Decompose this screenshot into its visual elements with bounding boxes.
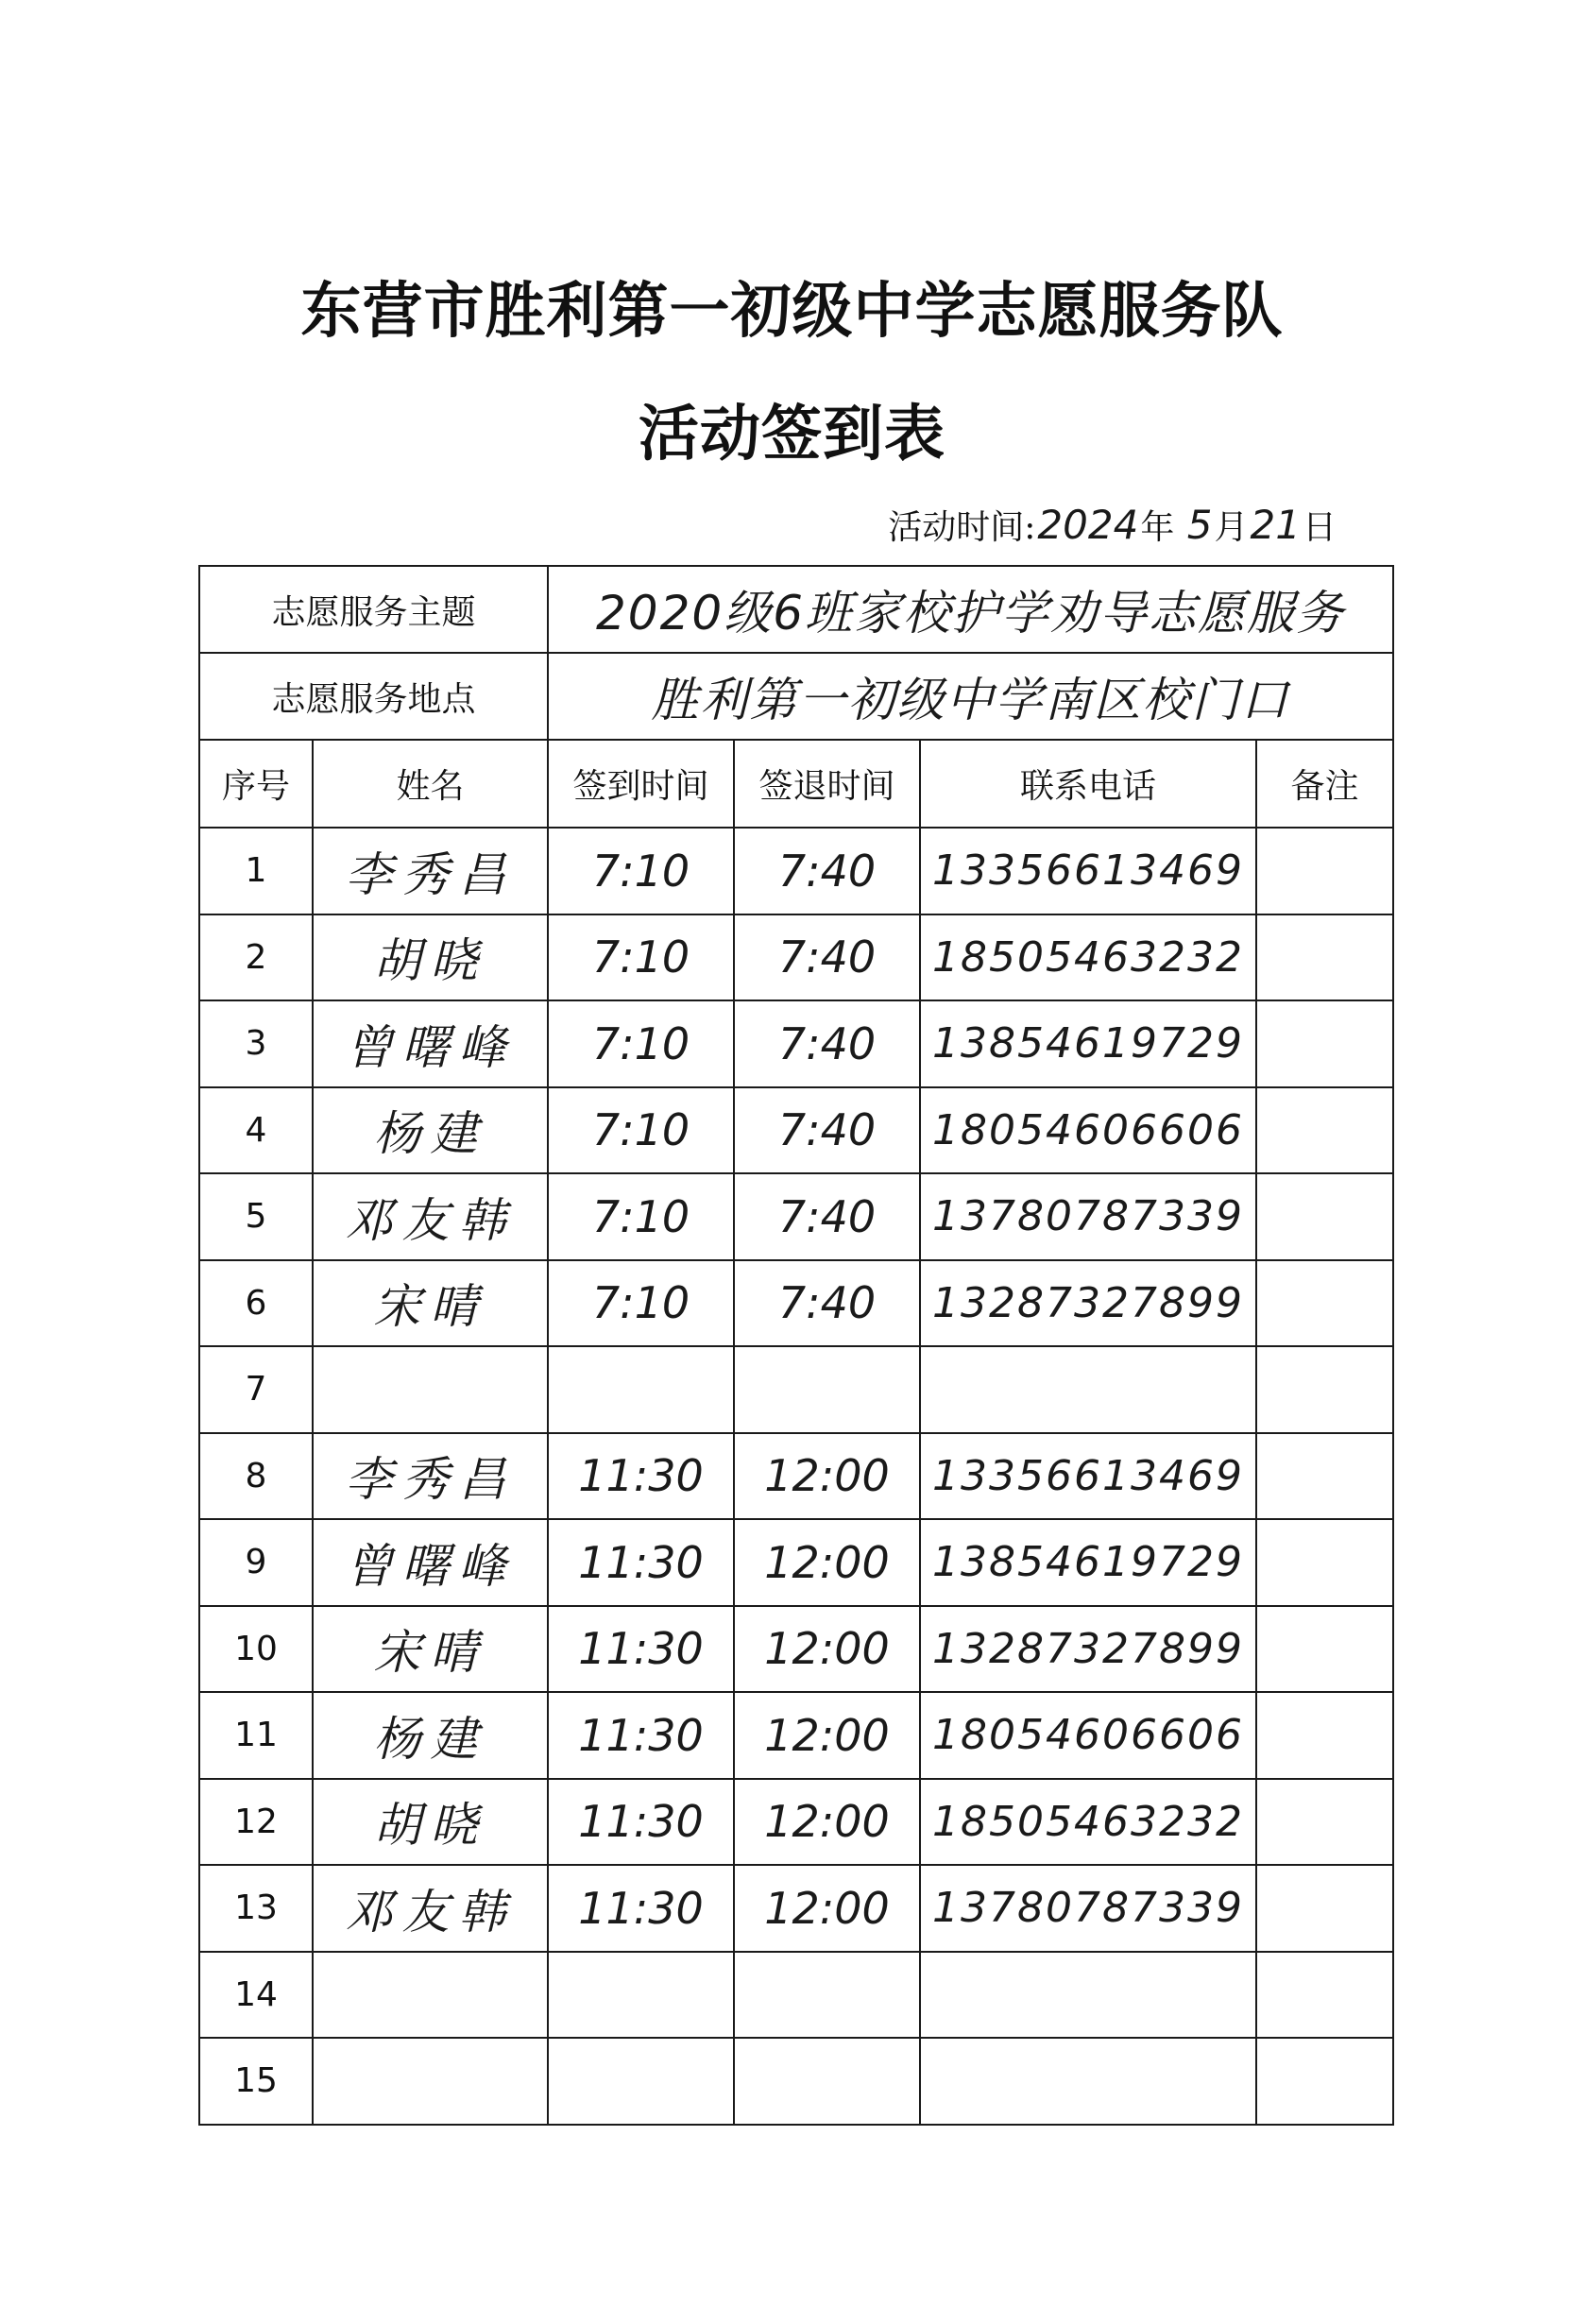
- row-remark: [1256, 1433, 1393, 1520]
- theme-value-text: 2020级6班家校护学劝导志愿服务: [595, 586, 1346, 641]
- row-remark: [1256, 1606, 1393, 1693]
- row-checkin-time-text: 7:10: [591, 1104, 690, 1156]
- row-remark: [1256, 828, 1393, 914]
- row-seq: 9: [199, 1519, 313, 1606]
- row-seq: 4: [199, 1087, 313, 1174]
- row-name: [313, 1865, 548, 1952]
- row-checkin-time: [548, 1606, 734, 1693]
- row-checkout-time-text: 7:40: [777, 1277, 877, 1329]
- row-phone-text: 13854619729: [932, 1538, 1244, 1587]
- row-name: [313, 1087, 548, 1174]
- row-phone: [920, 1606, 1256, 1693]
- row-checkin-time: [548, 914, 734, 1001]
- row-seq: 11: [199, 1692, 313, 1779]
- row-phone: [920, 1692, 1256, 1779]
- row-checkout-time: [734, 2038, 920, 2125]
- row-phone-text: 13780787339: [932, 1884, 1244, 1933]
- row-checkout-time-text: 7:40: [777, 1190, 877, 1242]
- row-phone: [920, 1173, 1256, 1260]
- row-seq: 1: [199, 828, 313, 914]
- row-phone-text: 13854619729: [932, 1019, 1244, 1068]
- row-remark: [1256, 1346, 1393, 1433]
- table-row: [199, 1952, 1393, 2039]
- row-seq: 3: [199, 1000, 313, 1087]
- row-checkin-time: [548, 2038, 734, 2125]
- row-phone: [920, 1952, 1256, 2039]
- location-value: [548, 653, 1393, 740]
- row-seq: 6: [199, 1260, 313, 1347]
- row-name-text: 曾曙峰: [345, 1019, 516, 1075]
- row-checkin-time-text: 7:10: [591, 1017, 690, 1069]
- row-name-text: 邓友韩: [345, 1884, 516, 1940]
- row-checkout-time: [734, 1000, 920, 1087]
- row-checkin-time-text: 11:30: [578, 1623, 704, 1675]
- row-checkin-time: [548, 1173, 734, 1260]
- row-name: [313, 1692, 548, 1779]
- row-checkout-time: [734, 1692, 920, 1779]
- activity-date-day: 21: [1250, 502, 1301, 548]
- row-name: [313, 1260, 548, 1347]
- row-checkout-time-text: 12:00: [764, 1623, 890, 1675]
- column-header-row: [199, 740, 1393, 828]
- table-row: [199, 828, 1393, 914]
- row-seq: 5: [199, 1173, 313, 1260]
- row-checkin-time-text: 11:30: [578, 1709, 704, 1761]
- location-value-text: 胜利第一初级中学南区校门口: [651, 673, 1290, 727]
- row-phone: [920, 914, 1256, 1001]
- row-checkin-time: [548, 1087, 734, 1174]
- row-checkout-time-text: 12:00: [764, 1796, 890, 1848]
- page-subtitle: 活动签到表: [639, 400, 945, 470]
- row-checkin-time-text: 7:10: [591, 845, 690, 897]
- row-name-text: 杨建: [373, 1106, 487, 1162]
- row-remark: [1256, 1692, 1393, 1779]
- row-seq: 8: [199, 1433, 313, 1520]
- row-checkin-time-text: 11:30: [578, 1882, 704, 1934]
- row-phone: [920, 1865, 1256, 1952]
- table-row: [199, 1779, 1393, 1866]
- row-seq: 2: [199, 914, 313, 1001]
- row-name-text: 宋晴: [373, 1625, 487, 1681]
- activity-date-day-unit: 日: [1302, 508, 1337, 547]
- row-checkin-time: [548, 1346, 734, 1433]
- row-name-text: 李秀昌: [345, 846, 516, 902]
- table-row: [199, 914, 1393, 1001]
- row-seq: 13: [199, 1865, 313, 1952]
- row-checkin-time: [548, 1952, 734, 2039]
- row-phone: [920, 1000, 1256, 1087]
- row-checkin-time: [548, 1865, 734, 1952]
- location-label: 志愿服务地点: [199, 653, 548, 740]
- row-phone-text: 13780787339: [932, 1192, 1244, 1241]
- row-phone-text: 13287327899: [932, 1624, 1244, 1673]
- row-phone: [920, 828, 1256, 914]
- table-row: [199, 1692, 1393, 1779]
- row-name-text: 邓友韩: [345, 1192, 516, 1248]
- row-seq: 14: [199, 1952, 313, 2039]
- row-remark: [1256, 1779, 1393, 1866]
- table-row: [199, 1606, 1393, 1693]
- row-checkout-time: [734, 1606, 920, 1693]
- row-name-text: 宋晴: [373, 1279, 487, 1335]
- row-checkout-time: [734, 1087, 920, 1174]
- activity-date-year: 2024: [1037, 502, 1139, 548]
- row-remark: [1256, 1519, 1393, 1606]
- row-phone-text: 18054606606: [932, 1711, 1244, 1760]
- column-header-checkin: 签到时间: [548, 740, 734, 828]
- row-checkout-time-text: 12:00: [764, 1709, 890, 1761]
- table-row: [199, 1519, 1393, 1606]
- row-checkout-time-text: 12:00: [764, 1450, 890, 1502]
- row-name: [313, 1173, 548, 1260]
- row-checkin-time-text: 11:30: [578, 1796, 704, 1848]
- row-checkout-time: [734, 1519, 920, 1606]
- table-row: [199, 1260, 1393, 1347]
- row-remark: [1256, 1260, 1393, 1347]
- row-checkout-time: [734, 1865, 920, 1952]
- activity-date: [888, 501, 1337, 549]
- row-checkin-time-text: 11:30: [578, 1450, 704, 1502]
- row-phone-text: 13356613469: [932, 1451, 1244, 1500]
- row-name: [313, 1779, 548, 1866]
- row-checkin-time-text: 7:10: [591, 931, 690, 983]
- row-checkout-time-text: 7:40: [777, 845, 877, 897]
- row-checkout-time: [734, 1779, 920, 1866]
- row-checkout-time: [734, 1260, 920, 1347]
- row-remark: [1256, 1952, 1393, 2039]
- theme-value: [548, 566, 1393, 653]
- row-checkout-time-text: 7:40: [777, 1104, 877, 1156]
- row-checkout-time: [734, 1346, 920, 1433]
- row-name-text: 杨建: [373, 1711, 487, 1767]
- theme-row: [199, 566, 1393, 653]
- page-title: 东营市胜利第一初级中学志愿服务队: [300, 277, 1284, 347]
- row-phone-text: 13287327899: [932, 1278, 1244, 1327]
- activity-date-label: 活动时间:: [888, 508, 1036, 547]
- row-seq: 15: [199, 2038, 313, 2125]
- column-header-phone: 联系电话: [920, 740, 1256, 828]
- table-row: [199, 1433, 1393, 1520]
- row-remark: [1256, 1865, 1393, 1952]
- row-phone: [920, 1779, 1256, 1866]
- row-name: [313, 1000, 548, 1087]
- row-checkout-time: [734, 1173, 920, 1260]
- row-phone: [920, 2038, 1256, 2125]
- row-name: [313, 828, 548, 914]
- row-name-text: 胡晓: [373, 933, 487, 989]
- row-remark: [1256, 914, 1393, 1001]
- row-seq: 12: [199, 1779, 313, 1866]
- row-remark: [1256, 1087, 1393, 1174]
- row-name: [313, 2038, 548, 2125]
- activity-date-year-unit: 年: [1140, 508, 1175, 547]
- row-phone-text: 13356613469: [932, 846, 1244, 896]
- row-name: [313, 1606, 548, 1693]
- column-header-checkout: 签退时间: [734, 740, 920, 828]
- row-checkout-time: [734, 828, 920, 914]
- row-checkout-time: [734, 914, 920, 1001]
- row-checkin-time-text: 7:10: [591, 1277, 690, 1329]
- column-header-remark: 备注: [1256, 740, 1393, 828]
- row-seq: 10: [199, 1606, 313, 1693]
- row-remark: [1256, 2038, 1393, 2125]
- row-checkin-time: [548, 1692, 734, 1779]
- row-checkin-time: [548, 1000, 734, 1087]
- row-checkin-time: [548, 1519, 734, 1606]
- row-name: [313, 1952, 548, 2039]
- row-name-text: 李秀昌: [345, 1452, 516, 1508]
- row-checkin-time: [548, 1433, 734, 1520]
- row-name-text: 曾曙峰: [345, 1538, 516, 1594]
- row-phone: [920, 1433, 1256, 1520]
- table-row: [199, 1865, 1393, 1952]
- table-row: [199, 1000, 1393, 1087]
- column-header-seq: 序号: [199, 740, 313, 828]
- row-name: [313, 914, 548, 1001]
- table-row: [199, 2038, 1393, 2125]
- column-header-name: 姓名: [313, 740, 548, 828]
- row-name-text: 胡晓: [373, 1798, 487, 1854]
- sign-in-table: [198, 565, 1394, 2126]
- row-checkin-time-text: 11:30: [578, 1536, 704, 1588]
- row-checkout-time-text: 7:40: [777, 1017, 877, 1069]
- table-row: [199, 1087, 1393, 1174]
- row-checkout-time: [734, 1433, 920, 1520]
- row-phone-text: 18505463232: [932, 932, 1244, 982]
- row-checkout-time-text: 12:00: [764, 1536, 890, 1588]
- row-seq: 7: [199, 1346, 313, 1433]
- row-remark: [1256, 1173, 1393, 1260]
- row-phone: [920, 1260, 1256, 1347]
- row-checkin-time-text: 7:10: [591, 1190, 690, 1242]
- row-remark: [1256, 1000, 1393, 1087]
- row-name: [313, 1433, 548, 1520]
- row-phone-text: 18505463232: [932, 1797, 1244, 1846]
- row-checkout-time-text: 12:00: [764, 1882, 890, 1934]
- row-checkout-time-text: 7:40: [777, 931, 877, 983]
- row-checkin-time: [548, 1779, 734, 1866]
- row-phone: [920, 1346, 1256, 1433]
- activity-date-month-unit: 月: [1214, 508, 1249, 547]
- row-name: [313, 1346, 548, 1433]
- row-checkout-time: [734, 1952, 920, 2039]
- theme-label: 志愿服务主题: [199, 566, 548, 653]
- row-checkin-time: [548, 1260, 734, 1347]
- activity-date-month: 5: [1186, 502, 1213, 548]
- row-phone-text: 18054606606: [932, 1105, 1244, 1154]
- row-name: [313, 1519, 548, 1606]
- row-checkin-time: [548, 828, 734, 914]
- location-row: [199, 653, 1393, 740]
- row-phone: [920, 1087, 1256, 1174]
- row-phone: [920, 1519, 1256, 1606]
- table-row: [199, 1173, 1393, 1260]
- table-row: [199, 1346, 1393, 1433]
